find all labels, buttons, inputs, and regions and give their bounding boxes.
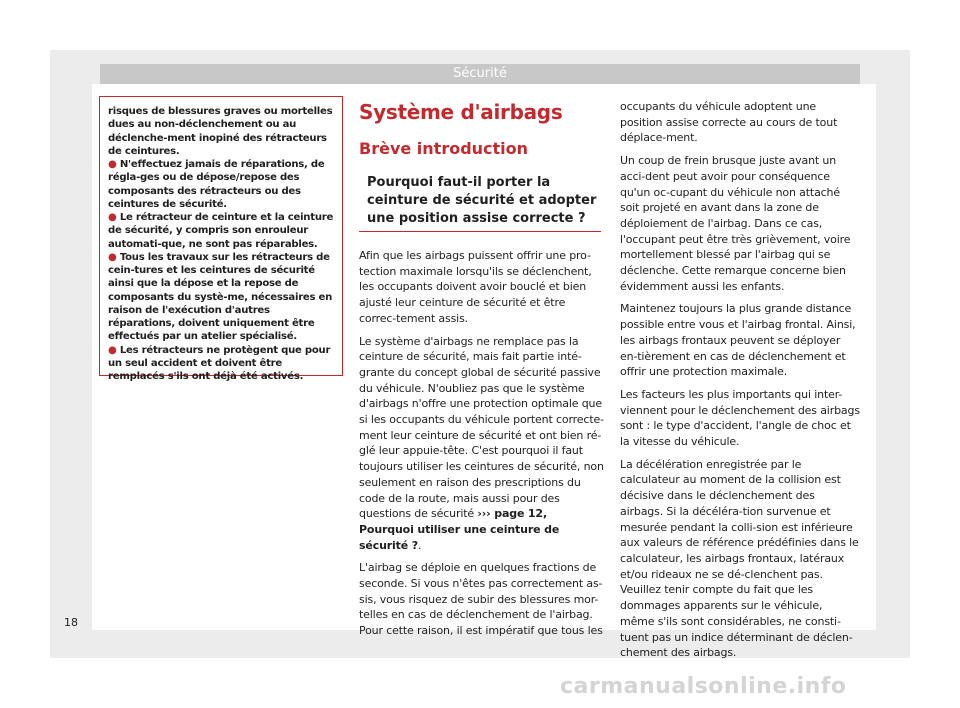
section-subtitle: Brève introduction [359, 139, 529, 158]
text-column-left [359, 248, 605, 646]
section-header: Sécurité [100, 64, 860, 84]
bullet-icon: ● [108, 159, 117, 170]
warning-item: ● Tous les travaux sur les rétracteurs de cein-tures et les ceintures de sécurité ainsi que la dépose et la repose de composants du systè-me, nécessaires en raison de l'exécution d'autres réparations, doivent uniquement être effectués par un atelier spécialisé. [108, 251, 333, 343]
warning-item: ● Les rétracteurs ne protègent que pour un seul accident et doivent être remplacés s'ils ont déjà été activés. [108, 344, 331, 382]
page-number: 18 [64, 616, 78, 629]
paragraph: Un coup de frein brusque juste avant un acci-dent peut avoir pour conséquence qu'un oc-cupant du véhicule non attaché soit projeté en avant dans la zone de déploiement de l'airbag. Dans ce cas, l'occupant peut être très grièvement, voire mortellement blessé par l'airbag qui se déclenche. Cette remarque concerne bien évidemment aussi les enfants. [620, 154, 851, 293]
warning-intro: risques de blessures graves ou mortelles dues au non-déclenchement ou au déclenche-ment inopiné des rétracteurs de ceintures. [108, 106, 333, 157]
section-title: Système d'airbags [359, 100, 563, 124]
warning-box [99, 96, 343, 382]
bullet-icon: ● [108, 344, 117, 356]
text-column-right [620, 99, 860, 668]
paragraph: occupants du véhicule adoptent une position assise correcte au cours de tout déplace-ment. [620, 100, 838, 145]
page-reference-link[interactable]: ››› page 12, Pourquoi utiliser une ceinture de sécurité ? [359, 507, 560, 552]
paragraph: La décélération enregistrée par le calculateur au moment de la collision est décisive dans le déclenchement des airbags. Si la décéléra-tion survenue et mesurée pendant la colli-sion est inférieure aux valeurs de référence prédéfinies dans le calculateur, les airbags frontaux, latéraux et/ou rideaux ne se dé-clenchent pas. Veuillez tenir compte du fait que les dommages apparents sur le véhicule, même s'ils sont considérables, ne consti-tuent pas un indice déterminant de déclen-chement des airbags. [620, 457, 859, 660]
paragraph: Afin que les airbags puissent offrir une pro-tection maximale lorsqu'ils se déclenchent, les occupants doivent avoir bouclé et bien ajusté leur ceinture de sécurité et être correc-tement assis. [359, 249, 592, 325]
bullet-icon: ● [108, 251, 117, 263]
paragraph: Le système d'airbags ne remplace pas la ceinture de sécurité, mais fait partie inté-grante du concept global de sécurité passive du véhicule. N'oubliez pas que le système d'airbags n'offre une protection optimale que si les occupants du véhicule portent correcte-ment leur ceinture de sécurité et ont bien ré-glé leur appuie-tête. C'est pourquoi il faut toujours utiliser les ceintures de sécurité, non seulement en raison des prescriptions du code de la route, mais aussi pour des questions de sécurité ››› page 12, Pourquoi utiliser une ceinture de sécurité ?. [359, 334, 604, 552]
paragraph: Les facteurs les plus importants qui inter-viennent pour le déclenchement des airbags sont : le type d'accident, l'angle de choc et la vitesse du véhicule. [620, 387, 860, 449]
heading-divider [359, 231, 601, 232]
warning-item: ● Le rétracteur de ceinture et la ceinture de sécurité, y compris son enrouleur automati-que, ne sont pas réparables. [108, 212, 334, 250]
paragraph: L'airbag se déploie en quelques fractions de seconde. Si vous n'êtes pas correctement as-sis, vous risquez de subir des blessures mor-telles en cas de déclenchement de l'airbag. Pour cette raison, il est impératif que tous les [359, 561, 603, 638]
paragraph: Maintenez toujours la plus grande distance possible entre vous et l'airbag frontal. Ainsi, les airbags frontaux peuvent se déployer en-tièrement en cas de déclenchement et offrir une protection maximale. [620, 302, 856, 379]
section-question: Pourquoi faut-il porter la ceinture de sécurité et adopter une position assise correcte ? [367, 175, 597, 226]
bullet-icon: ● [108, 212, 117, 223]
watermark: carmanualsonline.info [560, 674, 847, 699]
warning-item: ● N'effectuez jamais de réparations, de régla-ges ou de dépose/repose des composants des rétracteurs ou des ceintures de sécurité. [108, 159, 325, 210]
